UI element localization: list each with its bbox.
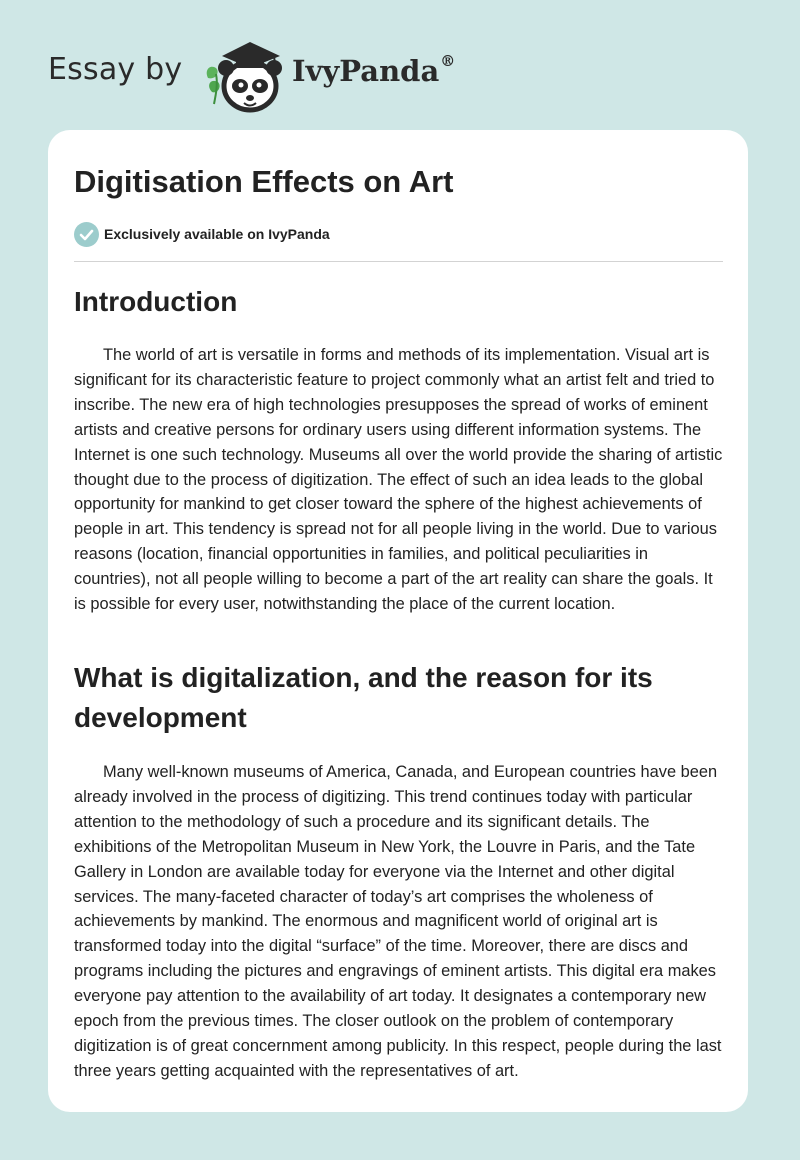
essay-title: Digitisation Effects on Art bbox=[74, 164, 454, 199]
title-divider bbox=[74, 261, 723, 262]
section-heading-introduction: Introduction bbox=[74, 286, 238, 317]
section-heading-digitalization: What is digitalization, and the reason for its development bbox=[74, 662, 653, 733]
ivy-leaf-icon bbox=[207, 67, 220, 104]
panda-logo-icon[interactable] bbox=[202, 34, 288, 114]
site-header bbox=[48, 30, 548, 110]
brand-registered-mark: ® bbox=[440, 52, 456, 70]
check-circle-icon bbox=[74, 222, 99, 247]
exclusive-badge bbox=[74, 221, 330, 247]
essay-card bbox=[48, 130, 748, 1112]
section-body-introduction: The world of art is versatile in forms and methods of its implementation. Visual art is significant for its characteristic feature to project commonly what an artist felt and tried to inscribe. The new era of high technologies presupposes the spread of works of eminent artists and creative persons for ordinary users using different information systems. The Internet is one such technology. Museums all over the world provide the sharing of artistic thought due to the process of digitization. The effect of such an idea leads to the global opportunity for mankind to get closer toward the sphere of the highest achievements of people in art. This tendency is spread not for all people living in the world. Due to various reasons (location, financial opportunities in families, and political peculiarities in countries), not all people willing to become a part of the art reality can share the goals. It is possible for every user, notwithstanding the place of the current location. bbox=[74, 346, 723, 614]
exclusive-label: Exclusively available on IvyPanda bbox=[104, 226, 330, 242]
brand-name[interactable] bbox=[292, 54, 455, 88]
essay-by-label: Essay by bbox=[48, 52, 183, 87]
section-body-digitalization: Many well-known museums of America, Canada, and European countries have been already involved in the process of digitizing. This trend continues today with particular attention to the methodology of such a procedure and its significant details. The exhibitions of the Metropolitan Museum in New York, the Louvre in Paris, and the Tate Gallery in London are available today for everyone via the Internet and other digital services. The many-faceted character of today’s art comprises the wholeness of achievements by mankind. The enormous and magnificent world of original art is transformed today into the digital “surface” of the time. Moreover, there are discs and programs including the pictures and engravings of eminent artists. This digital era makes everyone pay attention to the availability of art today. It designates a contemporary new epoch from the previous times. The closer outlook on the problem of contemporary digitization is of great concernment among publicity. In this respect, people during the last three years getting acquainted with the representatives of art. bbox=[74, 763, 722, 1080]
brand-name-text: IvyPanda bbox=[292, 54, 440, 88]
